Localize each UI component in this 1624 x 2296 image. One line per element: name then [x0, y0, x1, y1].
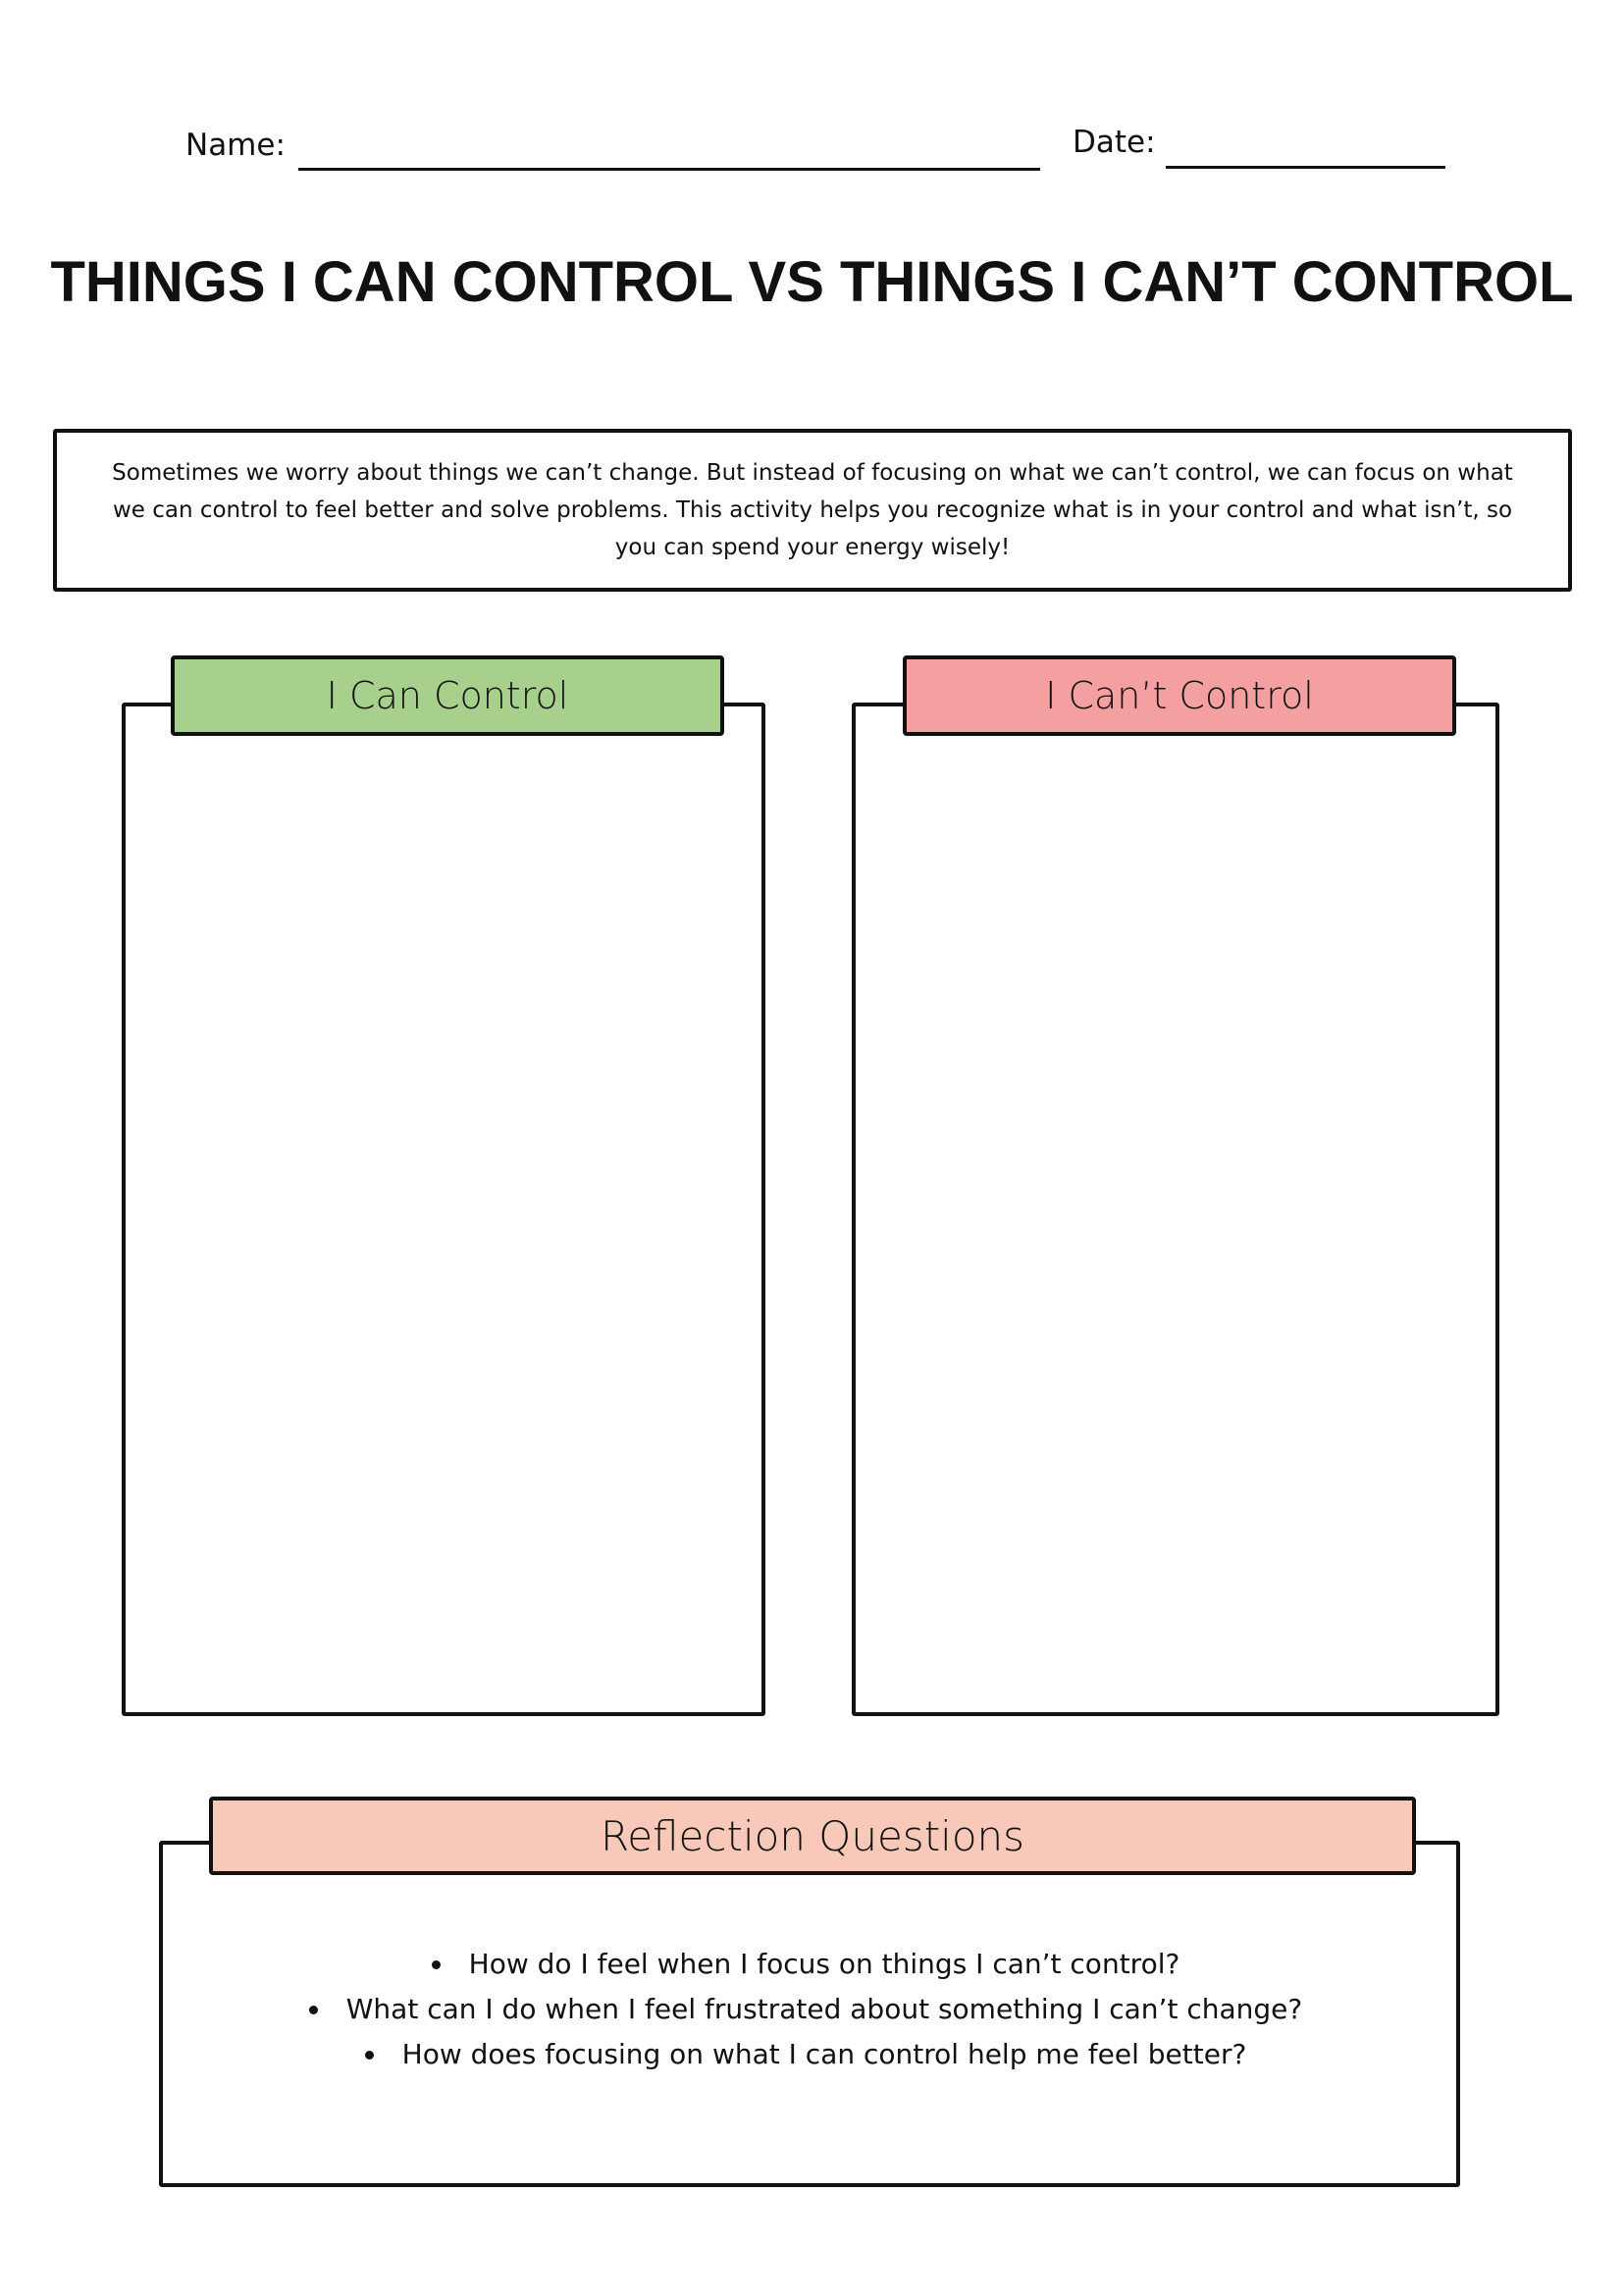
- cant-control-area[interactable]: [852, 703, 1499, 1716]
- reflection-question: • How do I feel when I focus on things I can’t control?: [173, 1942, 1439, 1987]
- page-title: THINGS I CAN CONTROL VS THINGS I CAN’T CONTROL: [50, 250, 1574, 314]
- name-input-line[interactable]: [298, 168, 1040, 171]
- reflection-question: • What can I do when I feel frustrated about something I can’t change?: [173, 1987, 1439, 2032]
- intro-text: Sometimes we worry about things we can’t change. But instead of focusing on what we can’t control, we can focus on what we can control to feel better and solve problems. This activity helps you recognize what is in your control and what isn’t, so you can spend your energy wisely!: [112, 460, 1513, 560]
- intro-box: [53, 429, 1572, 592]
- name-label: Name:: [185, 128, 286, 163]
- date-label: Date:: [1073, 125, 1156, 160]
- date-input-line[interactable]: [1166, 166, 1445, 169]
- reflection-questions: [173, 1942, 1439, 2077]
- can-control-header: I Can Control: [171, 655, 724, 736]
- can-control-area[interactable]: [122, 703, 765, 1716]
- cant-control-header: I Can’t Control: [903, 655, 1456, 736]
- reflection-header: Reflection Questions: [209, 1797, 1416, 1875]
- reflection-question: • How does focusing on what I can control help me feel better?: [173, 2032, 1439, 2077]
